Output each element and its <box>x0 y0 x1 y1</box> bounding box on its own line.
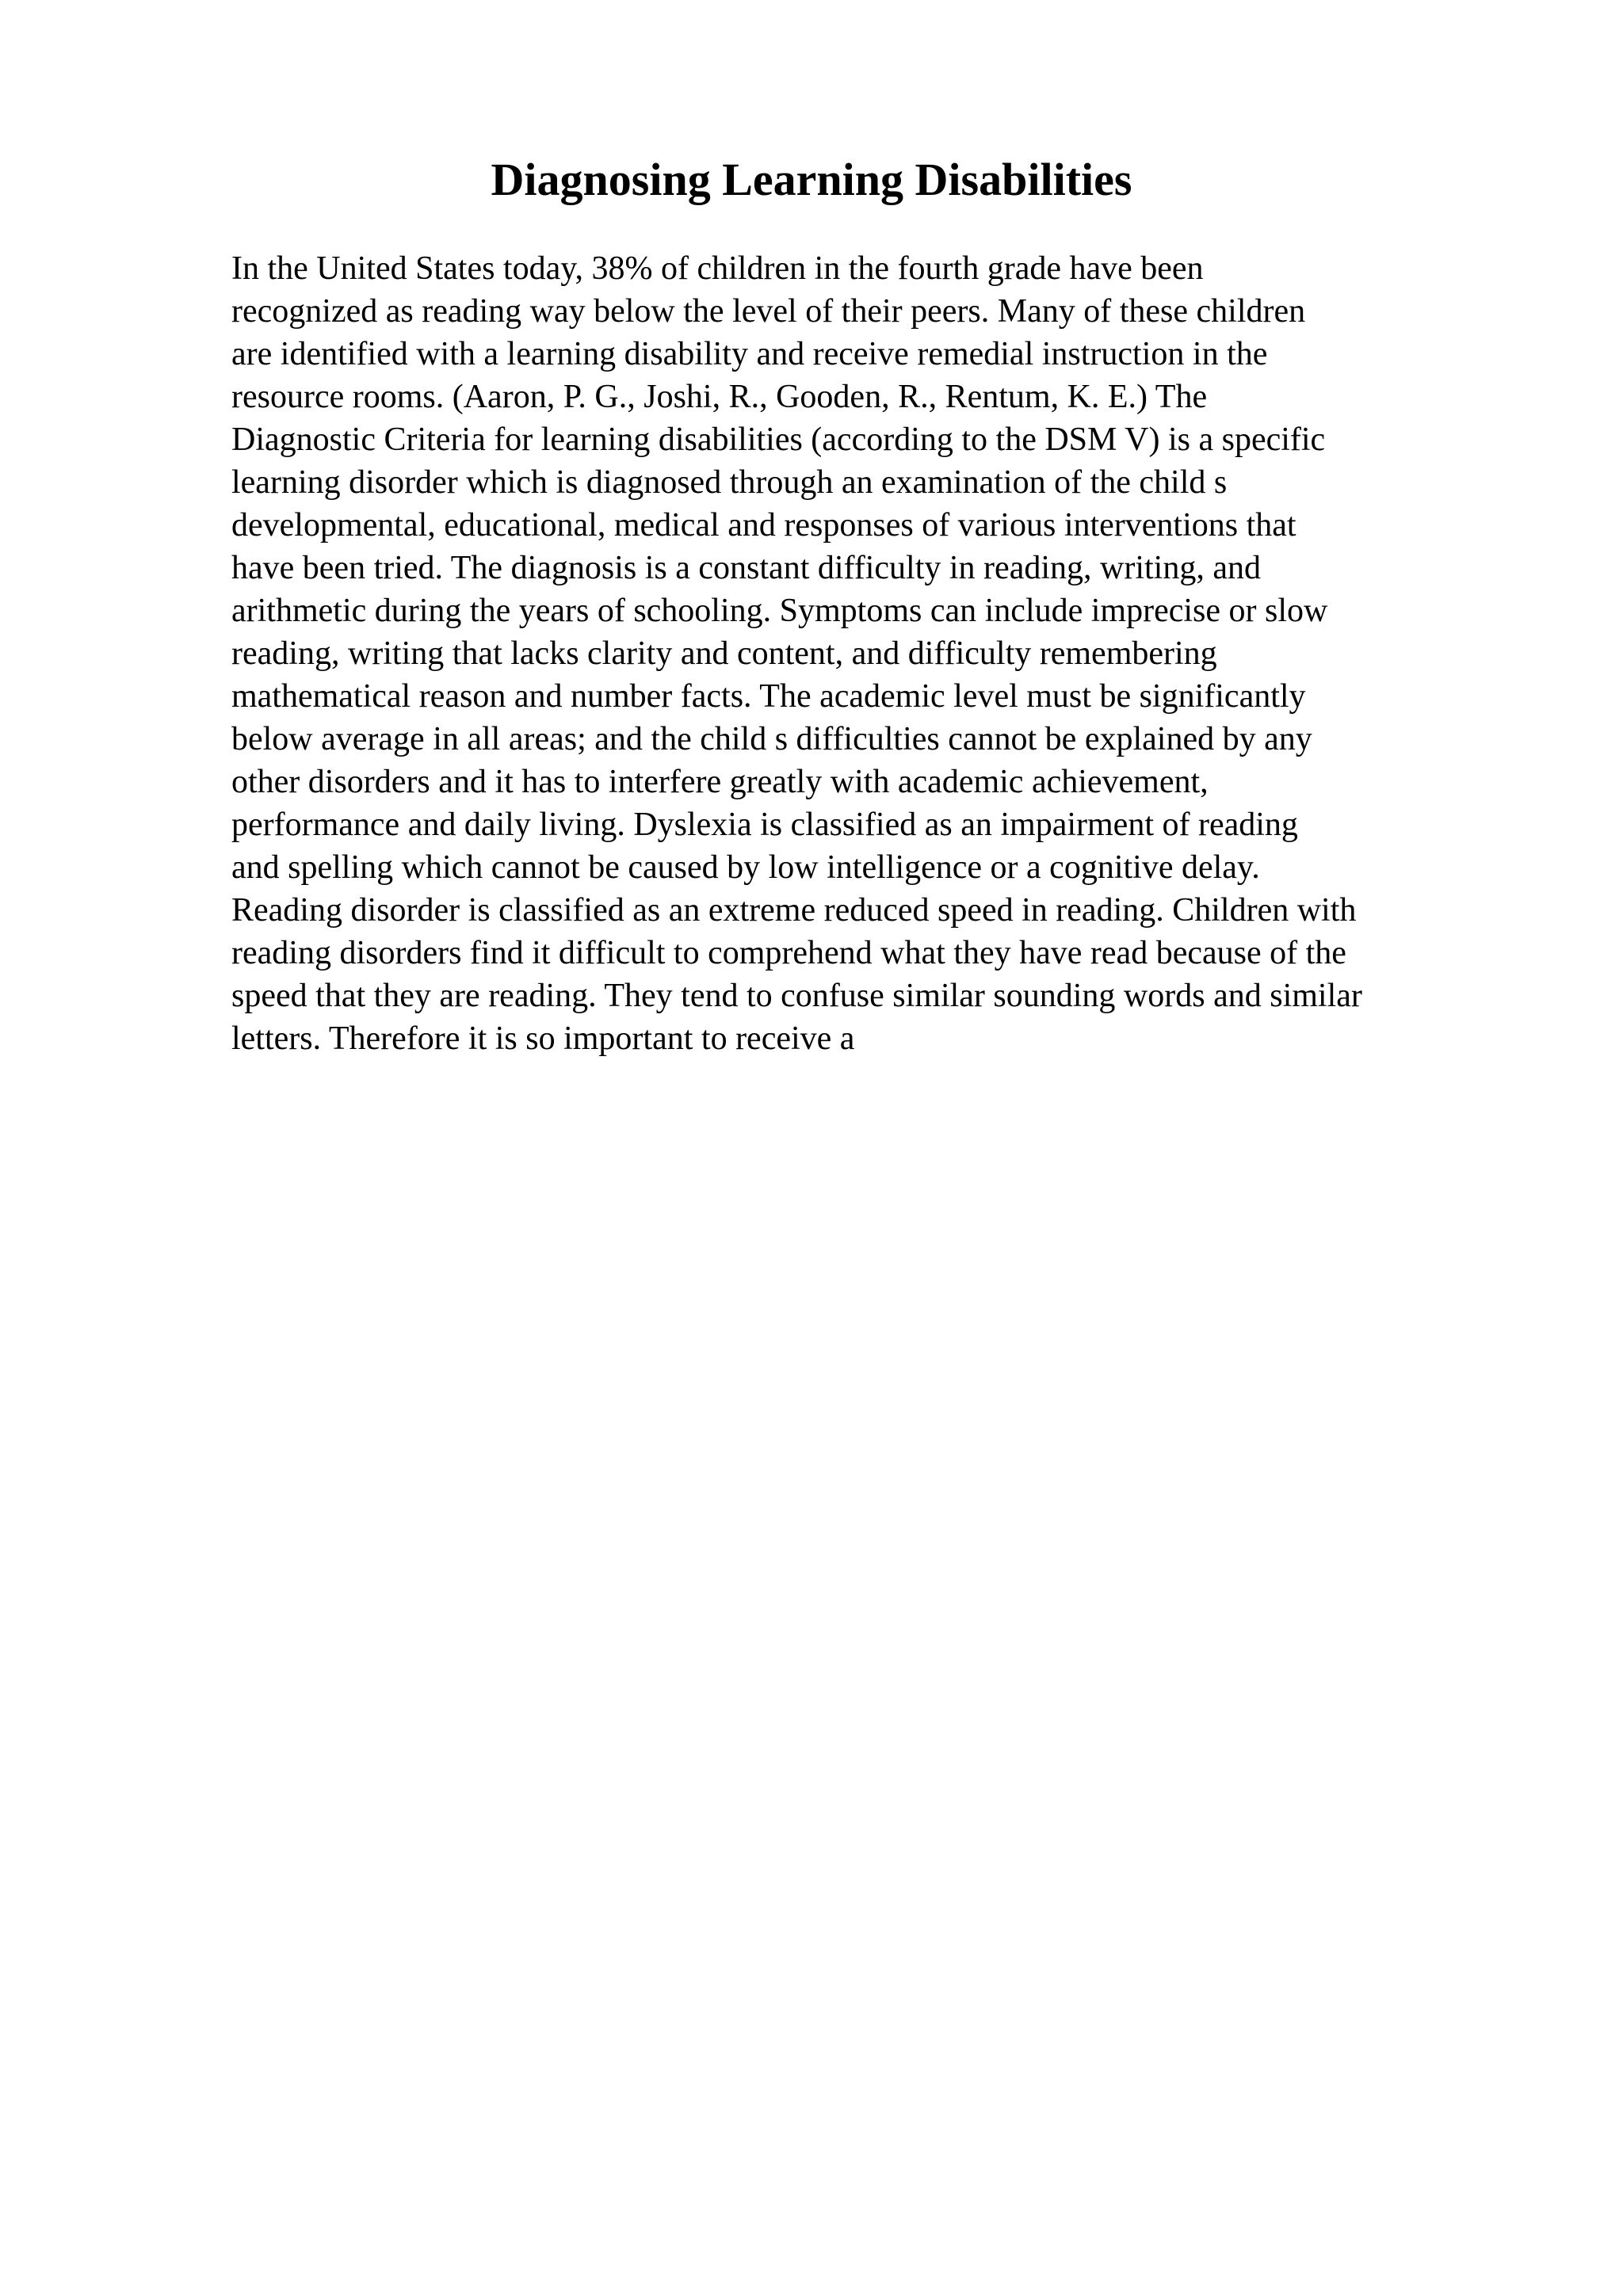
text-line: arithmetic during the years of schooling. Symptoms can include imprecise or slow <box>231 593 1328 629</box>
text-line: have been tried. The diagnosis is a constant difficulty in reading, writing, and <box>231 550 1261 586</box>
text-line: In the United States today, 38% of children in the fourth grade have been <box>231 250 1204 287</box>
text-line: mathematical reason and number facts. The academic level must be significantly <box>231 678 1306 715</box>
text-line: Diagnostic Criteria for learning disabilities (according to the DSM V) is a specific <box>231 421 1326 458</box>
text-line: developmental, educational, medical and responses of various interventions that <box>231 507 1296 543</box>
text-line: learning disorder which is diagnosed through an examination of the child s <box>231 464 1228 501</box>
body-paragraph <box>231 247 1515 1060</box>
text-line: reading, writing that lacks clarity and content, and difficulty remembering <box>231 635 1217 672</box>
text-line: Reading disorder is classified as an extreme reduced speed in reading. Children with <box>231 892 1357 929</box>
text-line: speed that they are reading. They tend to confuse similar sounding words and similar <box>231 978 1362 1014</box>
text-line: resource rooms. (Aaron, P. G., Joshi, R., Gooden, R., Rentum, K. E.) The <box>231 379 1208 415</box>
text-line: are identified with a learning disability and receive remedial instruction in the <box>231 336 1268 372</box>
text-line: performance and daily living. Dyslexia is classified as an impairment of reading <box>231 807 1298 843</box>
document-title: Diagnosing Learning Disabilities <box>491 154 1132 205</box>
text-line: recognized as reading way below the level of their peers. Many of these children <box>231 293 1306 330</box>
text-line: and spelling which cannot be caused by low intelligence or a cognitive delay. <box>231 849 1260 886</box>
text-line: reading disorders find it difficult to comprehend what they have read because of the <box>231 935 1346 971</box>
text-line: other disorders and it has to interfere greatly with academic achievement, <box>231 764 1209 800</box>
text-line: below average in all areas; and the child s difficulties cannot be explained by any <box>231 721 1312 757</box>
text-line: letters. Therefore it is so important to receive a <box>231 1020 855 1057</box>
